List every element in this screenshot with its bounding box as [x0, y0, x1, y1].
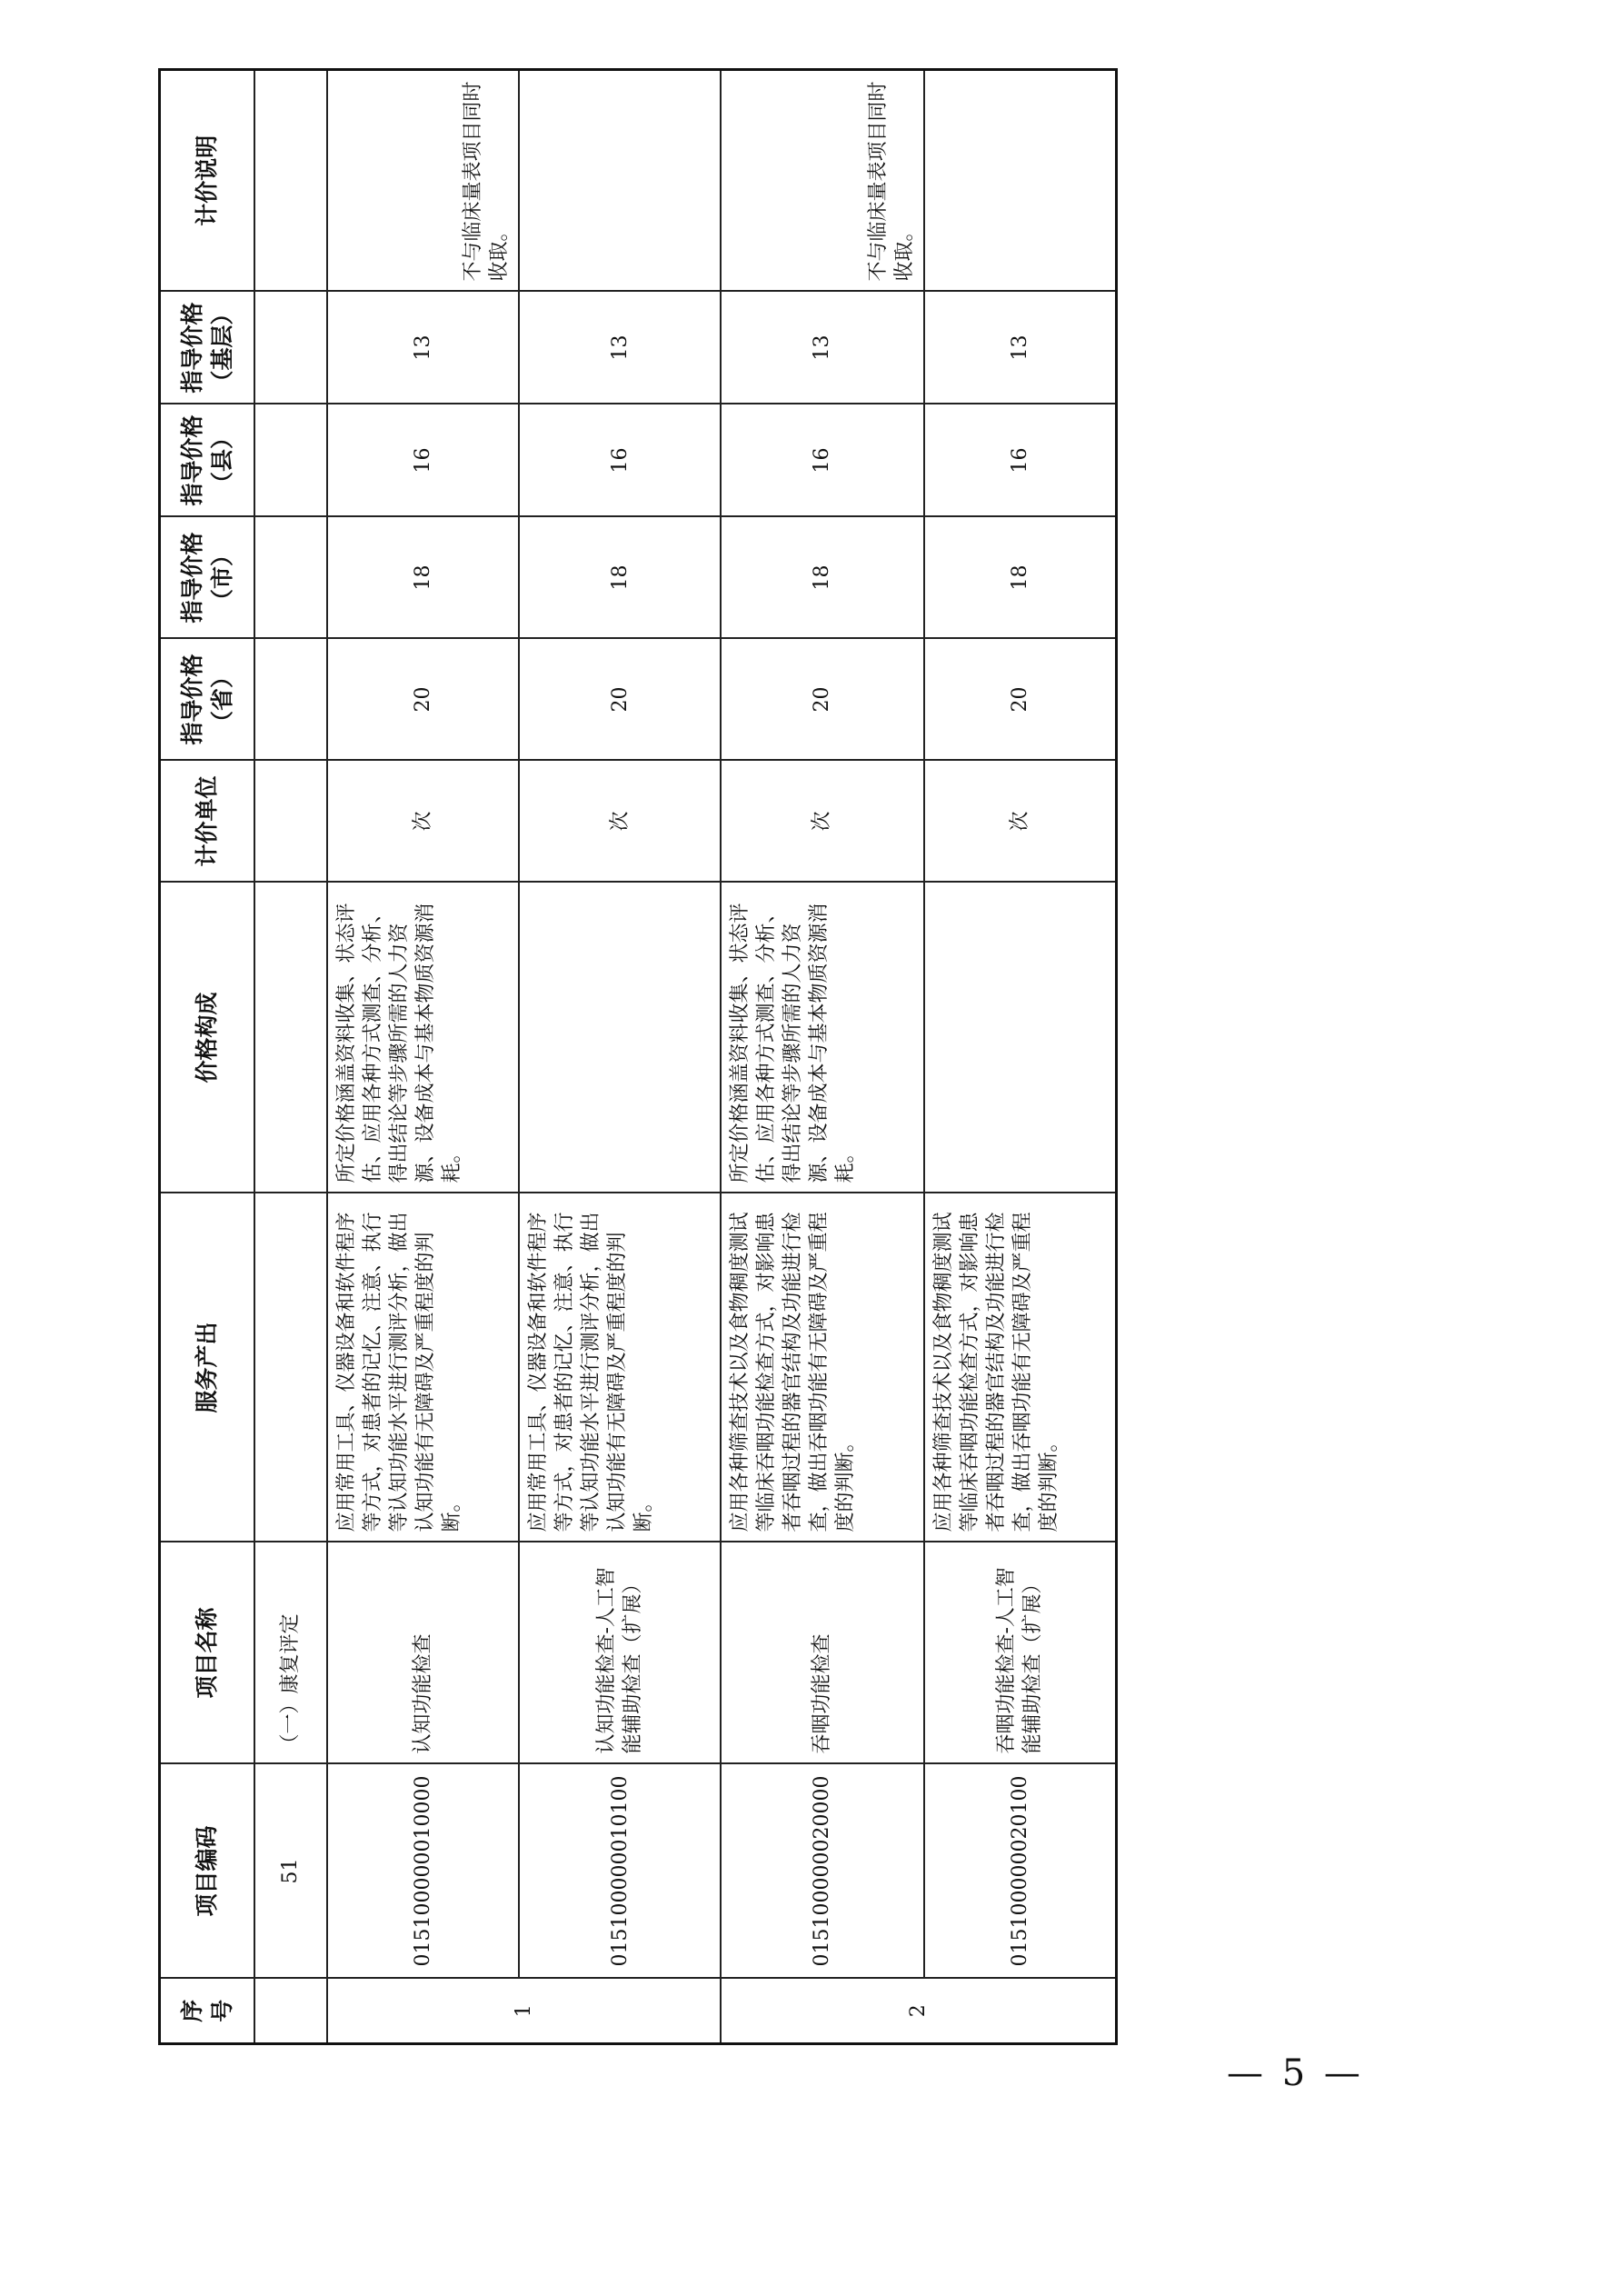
table-row [519, 70, 721, 2044]
item-price-city: 18 [327, 517, 520, 639]
item-price-county: 16 [721, 404, 924, 517]
header-price-county: 指导价格（县） [160, 404, 254, 517]
item-name: 认知功能检查-人工智能辅助检查（扩展） [519, 1542, 721, 1764]
section-code: 51 [254, 1764, 327, 1979]
price-table [158, 68, 1118, 2045]
item-price-grassroots: 13 [924, 292, 1117, 404]
table-row [327, 70, 520, 2044]
item-notes: 不与临床量表项目同时收取。 [327, 70, 520, 292]
item-notes: 不与临床量表项目同时收取。 [721, 70, 924, 292]
item-unit: 次 [721, 761, 924, 883]
page-number: — 5 — [1227, 2052, 1364, 2094]
item-name: 吞咽功能检查 [721, 1542, 924, 1764]
item-unit: 次 [924, 761, 1117, 883]
item-price-province: 20 [519, 639, 721, 761]
item-output: 应用常用工具、仪器设备和软件程序等方式，对患者的记忆、注意、执行等认知功能水平进行测评分析，做出认知功能有无障碍及严重程度的判断。 [327, 1193, 520, 1542]
item-output: 应用各种筛查技术以及食物稠度测试等临床吞咽功能检查方式，对影响患者吞咽过程的器官结构及功能进行检查，做出吞咽功能有无障碍及严重程度的判断。 [924, 1193, 1117, 1542]
header-composition: 价格构成 [160, 883, 254, 1193]
rotated-price-table-container [158, 71, 1118, 2045]
empty-cell [254, 761, 327, 883]
item-name: 吞咽功能检查-人工智能辅助检查（扩展） [924, 1542, 1117, 1764]
group-seq: 1 [327, 1979, 721, 2044]
item-price-city: 18 [924, 517, 1117, 639]
item-code: 015100000020000 [721, 1764, 924, 1979]
empty-cell [254, 883, 327, 1193]
item-output: 应用各种筛查技术以及食物稠度测试等临床吞咽功能检查方式，对影响患者吞咽过程的器官结构及功能进行检查，做出吞咽功能有无障碍及严重程度的判断。 [721, 1193, 924, 1542]
item-code: 015100000020100 [924, 1764, 1117, 1979]
item-output: 应用常用工具、仪器设备和软件程序等方式，对患者的记忆、注意、执行等认知功能水平进行测评分析，做出认知功能有无障碍及严重程度的判断。 [519, 1193, 721, 1542]
item-unit: 次 [327, 761, 520, 883]
empty-cell [254, 1193, 327, 1542]
item-price-province: 20 [327, 639, 520, 761]
item-composition: 所定价格涵盖资料收集、状态评估、应用各种方式测查、分析、得出结论等步骤所需的人力资源、设备成本与基本物质资源消耗。 [327, 883, 520, 1193]
empty-cell [519, 883, 721, 1193]
item-price-city: 18 [519, 517, 721, 639]
section-name: （一）康复评定 [254, 1542, 327, 1764]
item-composition: 所定价格涵盖资料收集、状态评估、应用各种方式测查、分析、得出结论等步骤所需的人力资源、设备成本与基本物质资源消耗。 [721, 883, 924, 1193]
header-output: 服务产出 [160, 1193, 254, 1542]
header-notes: 计价说明 [160, 70, 254, 292]
item-price-grassroots: 13 [519, 292, 721, 404]
header-price-grassroots: 指导价格（基层） [160, 292, 254, 404]
empty-cell [924, 70, 1117, 292]
group-seq: 2 [721, 1979, 1116, 2044]
section-row [254, 70, 327, 2044]
header-code: 项目编码 [160, 1764, 254, 1979]
item-price-county: 16 [327, 404, 520, 517]
empty-cell [254, 292, 327, 404]
item-price-province: 20 [721, 639, 924, 761]
item-price-county: 16 [519, 404, 721, 517]
item-price-grassroots: 13 [721, 292, 924, 404]
item-code: 015100000010100 [519, 1764, 721, 1979]
section-seq-cell [254, 1979, 327, 2044]
header-price-province: 指导价格（省） [160, 639, 254, 761]
header-price-city: 指导价格（市） [160, 517, 254, 639]
empty-cell [519, 70, 721, 292]
item-price-county: 16 [924, 404, 1117, 517]
header-row [160, 70, 254, 2044]
empty-cell [254, 404, 327, 517]
table-row [721, 70, 924, 2044]
empty-cell [254, 517, 327, 639]
table-row [924, 70, 1117, 2044]
empty-cell [254, 70, 327, 292]
item-price-province: 20 [924, 639, 1117, 761]
header-seq: 序号 [160, 1979, 254, 2044]
item-price-city: 18 [721, 517, 924, 639]
header-name: 项目名称 [160, 1542, 254, 1764]
header-unit: 计价单位 [160, 761, 254, 883]
empty-cell [254, 639, 327, 761]
empty-cell [924, 883, 1117, 1193]
item-unit: 次 [519, 761, 721, 883]
item-price-grassroots: 13 [327, 292, 520, 404]
item-code: 015100000010000 [327, 1764, 520, 1979]
item-name: 认知功能检查 [327, 1542, 520, 1764]
